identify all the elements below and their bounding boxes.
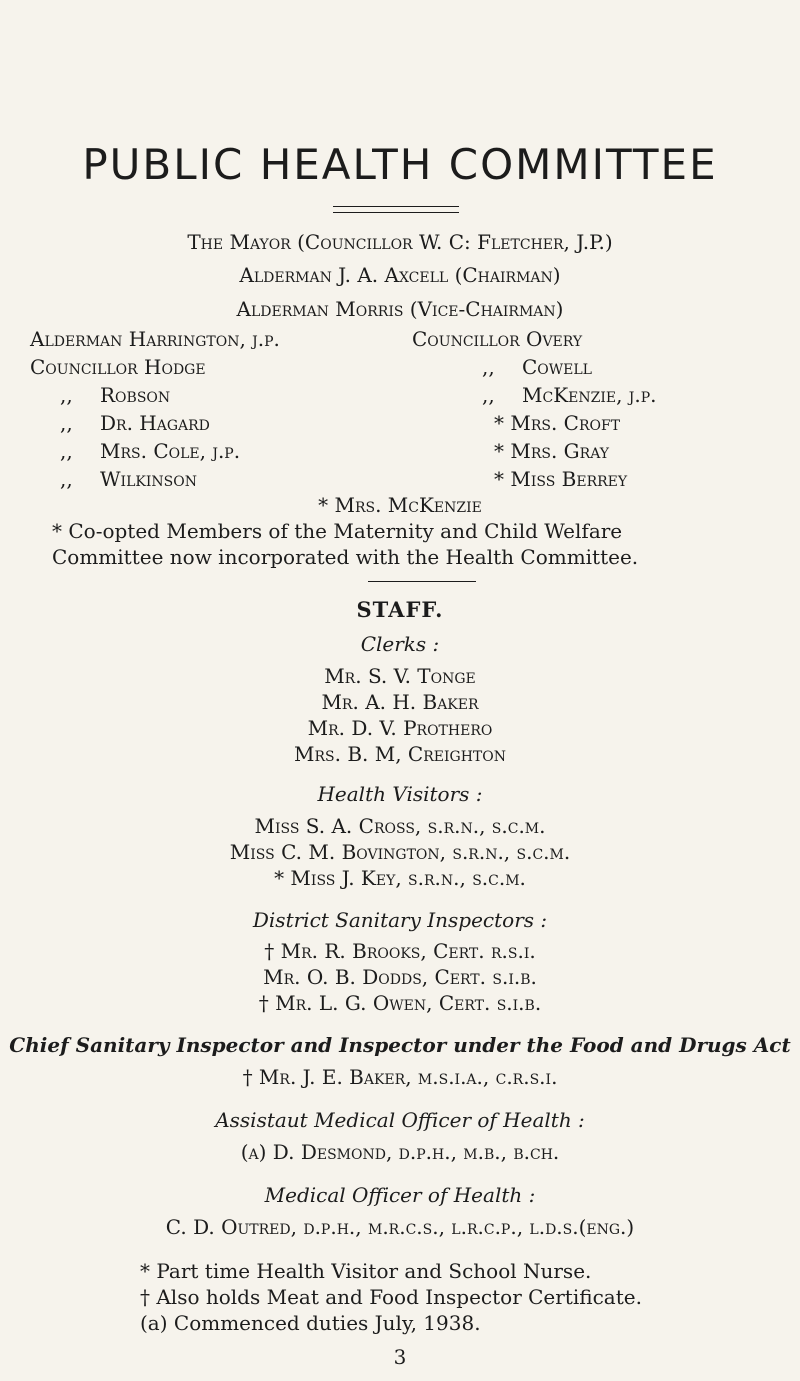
footnote-dagger: † Also holds Meat and Food Inspector Certificate. (140, 1285, 642, 1309)
health-visitor-3: * Miss J. Key, s.r.n., s.c.m. (274, 866, 526, 890)
vice-chairman-line: Alderman Morris (Vice-Chairman) (236, 297, 564, 321)
footnote-asterisk: * Part time Health Visitor and School Nurse. (140, 1259, 592, 1283)
clerk-1: Mr. S. V. Tonge (324, 664, 476, 688)
ditto-mark: ,, (60, 383, 73, 407)
ditto-mark: ,, (482, 383, 495, 407)
members-left-column (30, 325, 280, 493)
member-left-5: ,, Mrs. Cole, j.p. (30, 437, 280, 465)
inspector-3: † Mr. L. G. Owen, Cert. s.i.b. (258, 991, 542, 1015)
chief-inspector-heading: Chief Sanitary Inspector and Inspector under the Food and Drugs Act (9, 1033, 791, 1057)
chief-inspector: † Mr. J. E. Baker, m.s.i.a., c.r.s.i. (242, 1065, 558, 1089)
member-right-5: * Mrs. Gray (494, 439, 609, 463)
page-number: 3 (393, 1345, 407, 1369)
moh-name: C. D. Outred, d.p.h., m.r.c.s., l.r.c.p., l.d.s.(eng.) (165, 1215, 635, 1239)
ditto-mark: ,, (482, 355, 495, 379)
health-visitors-heading: Health Visitors : (317, 782, 483, 806)
health-visitor-1: Miss S. A. Cross, s.r.n., s.c.m. (254, 814, 546, 838)
inspector-2: Mr. O. B. Dodds, Cert. s.i.b. (263, 965, 537, 989)
amoh-name: (a) D. Desmond, d.p.h., m.b., b.ch. (240, 1140, 560, 1164)
clerks-heading: Clerks : (360, 632, 440, 656)
inspector-1: † Mr. R. Brooks, Cert. r.s.i. (264, 939, 536, 963)
double-divider (333, 206, 459, 213)
moh-heading: Medical Officer of Health : (264, 1183, 536, 1207)
inspectors-heading: District Sanitary Inspectors : (252, 908, 548, 932)
clerk-2: Mr. A. H. Baker (321, 690, 479, 714)
ditto-mark: ,, (60, 411, 73, 435)
coopted-note-line-1: * Co-opted Members of the Maternity and Child Welfare (52, 519, 623, 543)
footnote-a: (a) Commenced duties July, 1938. (140, 1311, 481, 1335)
member-right-4: * Mrs. Croft (494, 411, 621, 435)
staff-divider (368, 581, 476, 582)
clerk-3: Mr. D. V. Prothero (307, 716, 493, 740)
coopted-note-line-2: Committee now incorporated with the Health Committee. (52, 545, 639, 569)
member-right-6: * Miss Berrey (494, 467, 628, 491)
member-left-2: Councillor Hodge (30, 355, 206, 379)
member-left-1: Alderman Harrington, j.p. (30, 327, 280, 351)
member-left-6: ,, Wilkinson (30, 465, 280, 493)
member-right-1: Councillor Overy (412, 327, 583, 351)
last-member-line: * Mrs. McKenzie (318, 493, 482, 517)
amoh-heading: Assistaut Medical Officer of Health : (215, 1108, 585, 1132)
page-title: PUBLIC HEALTH COMMITTEE (82, 140, 718, 189)
staff-heading: STAFF. (356, 597, 444, 622)
ditto-mark: ,, (60, 439, 73, 463)
member-left-3: ,, Robson (30, 381, 280, 409)
member-right-3: ,, McKenzie, j.p. (412, 381, 657, 409)
ditto-mark: ,, (60, 467, 73, 491)
clerk-4: Mrs. B. M, Creighton (294, 742, 506, 766)
member-right-2: ,, Cowell (412, 353, 657, 381)
health-visitor-2: Miss C. M. Bovington, s.r.n., s.c.m. (229, 840, 571, 864)
member-left-4: ,, Dr. Hagard (30, 409, 280, 437)
members-right-column (412, 325, 657, 493)
mayor-line: The Mayor (Councillor W. C: Fletcher, J.P.) (187, 230, 613, 254)
chairman-line: Alderman J. A. Axcell (Chairman) (239, 263, 561, 287)
